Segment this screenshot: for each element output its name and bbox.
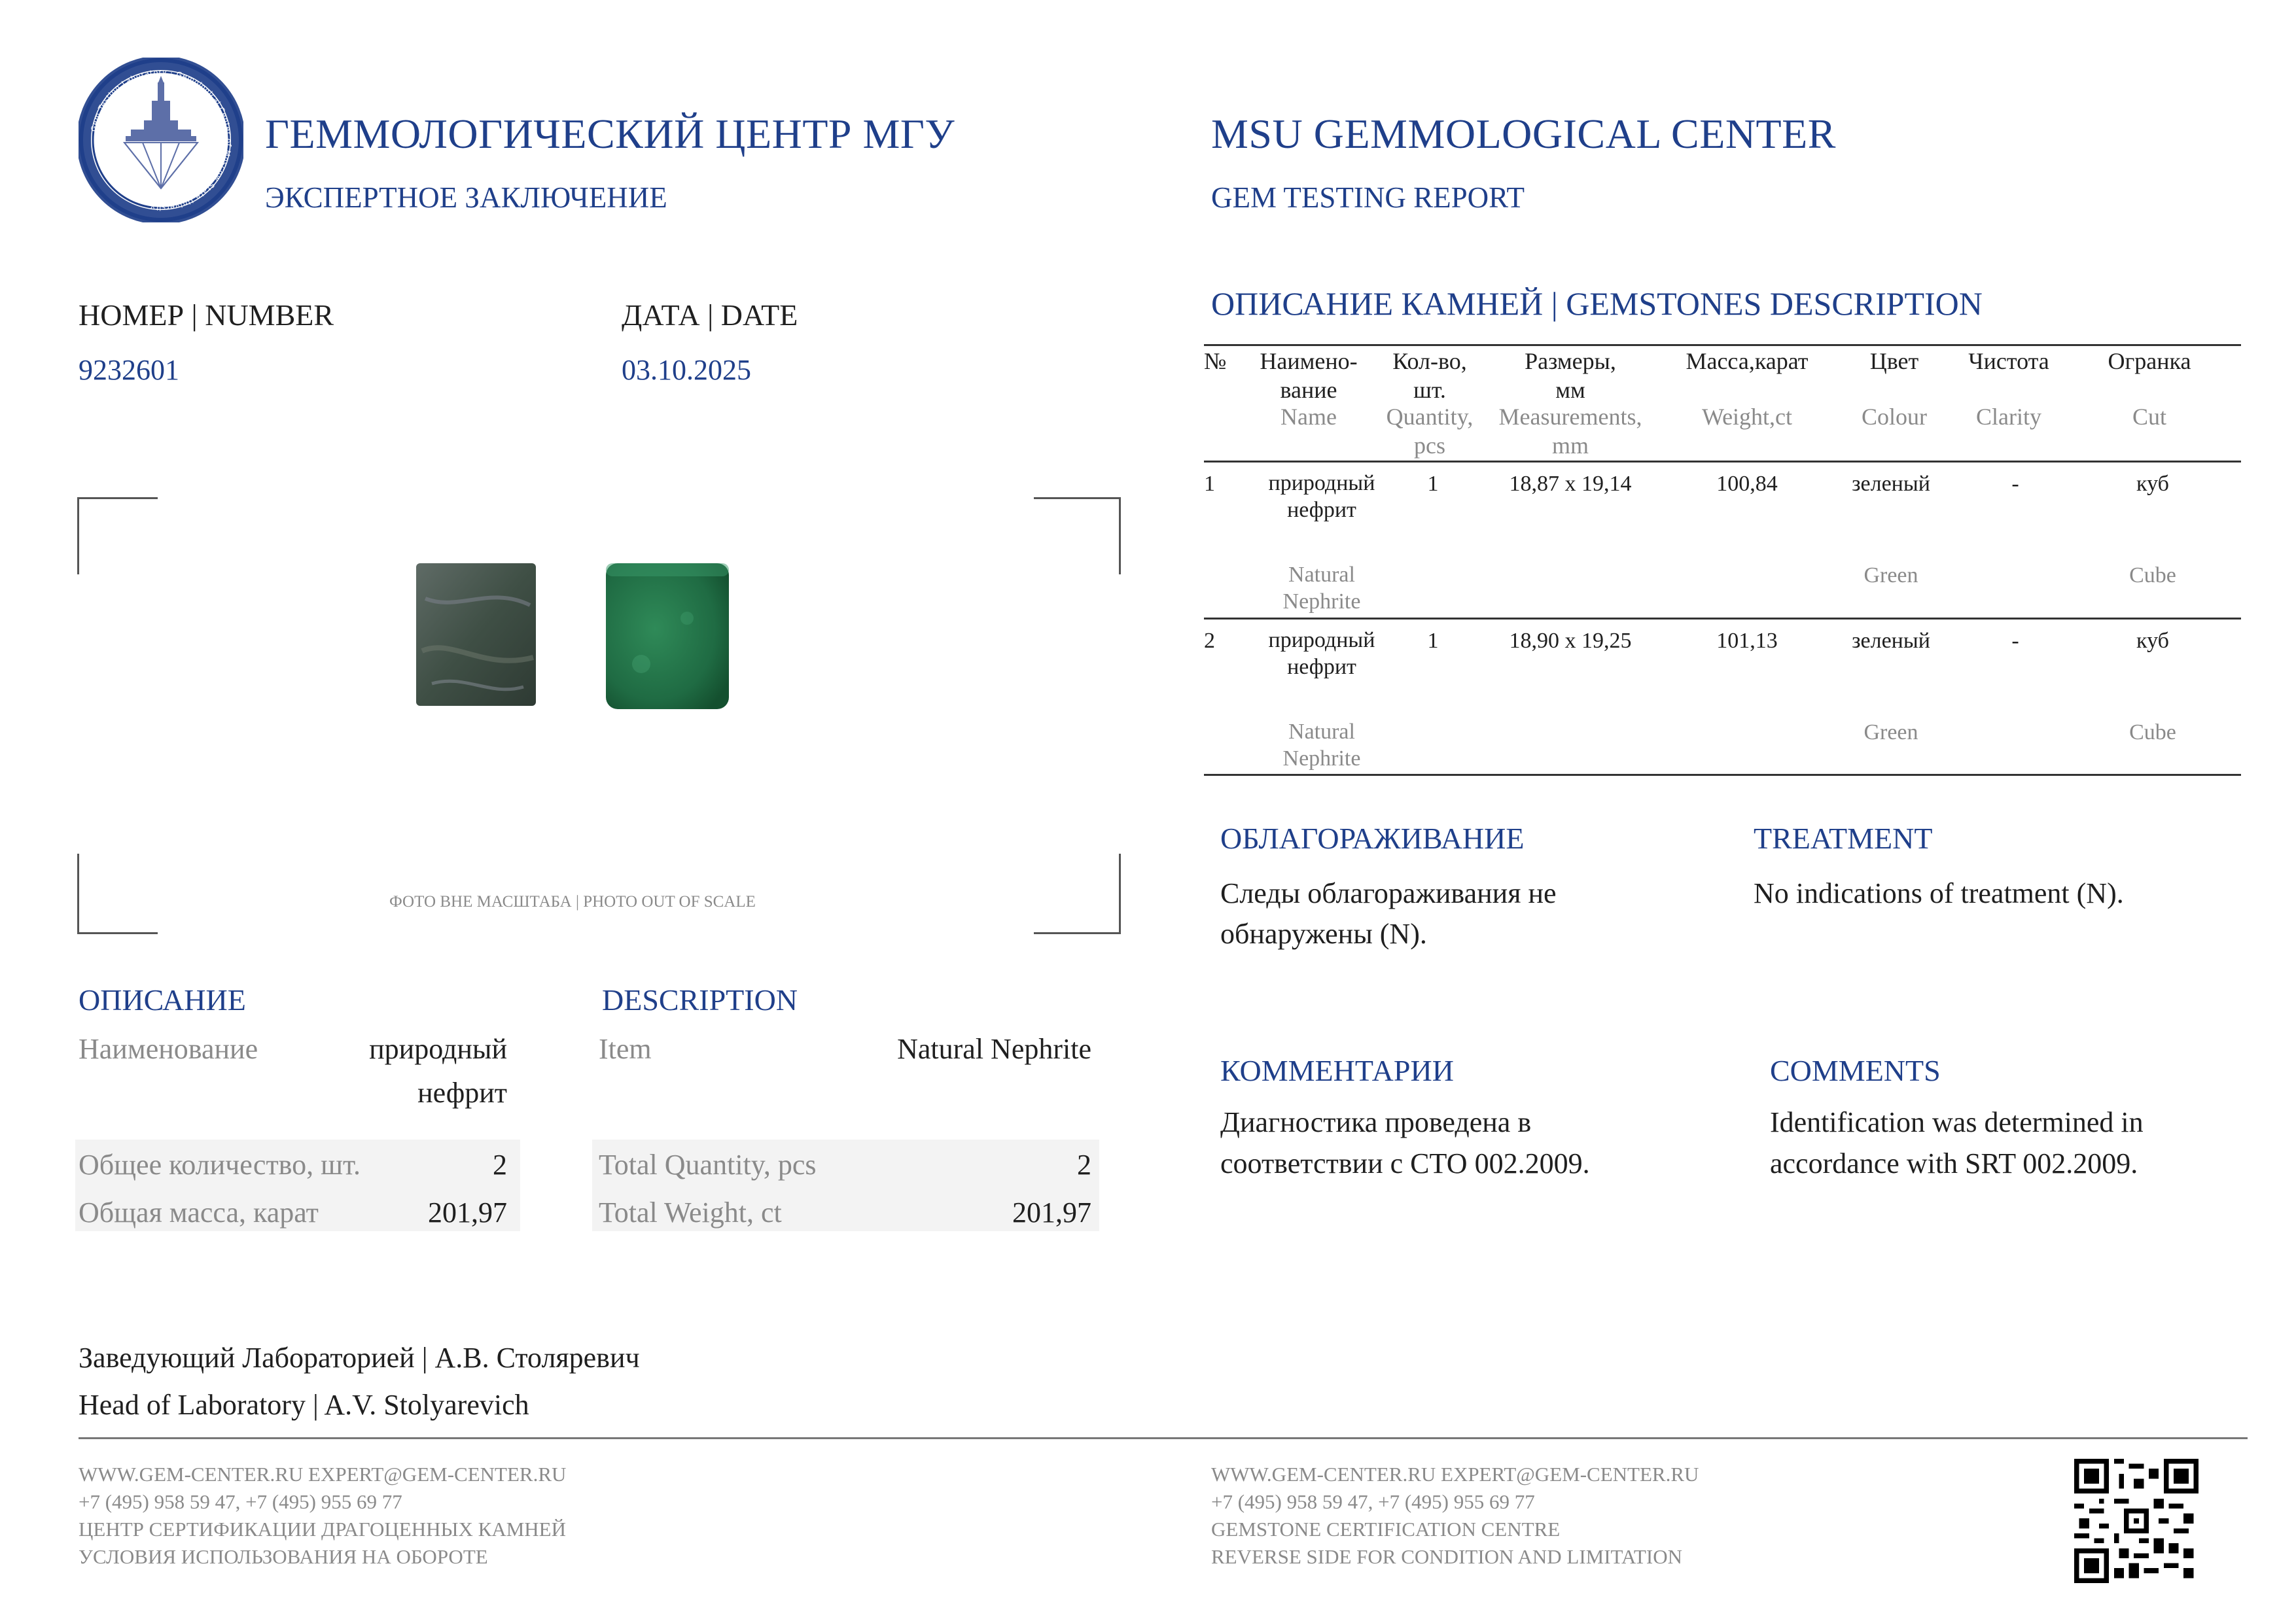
report-number: 9232601 — [79, 354, 179, 386]
col-header-size-ru: Размеры, мм — [1525, 348, 1616, 403]
item-value-en: Natural Nephrite — [897, 1033, 1091, 1065]
row-cut-en: Cube — [2129, 563, 2176, 587]
total-weight-label-en: Total Weight, ct — [599, 1196, 782, 1229]
footer-right-line: GEMSTONE CERTIFICATION CENTRE — [1211, 1518, 1561, 1541]
col-header-weight-ru: Масса,карат — [1686, 348, 1809, 374]
photo-frame-corner-tl — [77, 497, 158, 574]
col-header-qty-ru: Кол-во, шт. — [1392, 348, 1467, 403]
item-label-ru: Наименование — [79, 1033, 258, 1065]
description-heading-ru: ОПИСАНИЕ — [79, 983, 246, 1017]
col-header-name-en: Name — [1280, 404, 1337, 430]
treatment-text-ru-line2: обнаружены (N). — [1220, 918, 1427, 950]
header-subtitle-en: GEM TESTING REPORT — [1211, 181, 1525, 214]
svg-text:Gem Testing Laboratory · Gemol: Gem Testing Laboratory · Gemological Center of Moscow State University — [89, 67, 234, 213]
footer-right-line: REVERSE SIDE FOR CONDITION AND LIMITATION — [1211, 1545, 1682, 1568]
report-date: 03.10.2025 — [622, 354, 751, 386]
comments-text-en-line2: accordance with SRT 002.2009. — [1770, 1147, 2138, 1179]
item-label-en: Item — [599, 1033, 652, 1065]
signature-en: Head of Laboratory | A.V. Stolyarevich — [79, 1389, 529, 1421]
row-name-en: Natural Nephrite — [1282, 720, 1361, 771]
header-title-en: MSU GEMMOLOGICAL CENTER — [1211, 111, 1836, 157]
row-cut-ru: куб — [2136, 629, 2169, 653]
row-clarity: - — [2011, 472, 2019, 496]
row-clarity: - — [2011, 629, 2019, 653]
comments-text-ru-line1: Диагностика проведена в — [1220, 1106, 1532, 1138]
col-header-qty-en: Quantity, pcs — [1386, 404, 1474, 459]
footer-left-line: WWW.GEM-CENTER.RU EXPERT@GEM-CENTER.RU — [79, 1463, 567, 1486]
row-size: 18,87 x 19,14 — [1509, 472, 1632, 496]
header-title-ru: ГЕММОЛОГИЧЕСКИЙ ЦЕНТР МГУ — [265, 111, 955, 157]
row-cut-ru: куб — [2136, 472, 2169, 496]
row-cut-en: Cube — [2129, 720, 2176, 744]
signature-ru: Заведующий Лабораторией | А.В. Столяревич — [79, 1342, 640, 1374]
item-value-ru-line1: природный — [369, 1033, 507, 1065]
item-value-ru-line2: нефрит — [417, 1077, 507, 1109]
table-row-rule — [1204, 618, 2241, 620]
row-colour-en: Green — [1863, 720, 1918, 744]
footer-right-line: WWW.GEM-CENTER.RU EXPERT@GEM-CENTER.RU — [1211, 1463, 1699, 1486]
gemstones-heading: ОПИСАНИЕ КАМНЕЙ | GEMSTONES DESCRIPTION — [1211, 285, 1983, 322]
row-size: 18,90 x 19,25 — [1509, 629, 1632, 653]
comments-text-ru-line2: соответствии с СТО 002.2009. — [1220, 1147, 1590, 1179]
row-number: 1 — [1204, 472, 1215, 496]
qr-code-icon — [2074, 1459, 2199, 1583]
row-qty: 1 — [1427, 629, 1439, 653]
footer-right-line: +7 (495) 958 59 47, +7 (495) 955 69 77 — [1211, 1490, 1535, 1513]
row-colour-en: Green — [1863, 563, 1918, 587]
row-weight: 100,84 — [1716, 472, 1778, 496]
total-quantity-value-ru: 2 — [493, 1149, 507, 1181]
col-header-no: № — [1204, 348, 1227, 374]
col-header-colour-en: Colour — [1861, 404, 1927, 430]
header-subtitle-ru: ЭКСПЕРТНОЕ ЗАКЛЮЧЕНИЕ — [265, 181, 667, 214]
col-header-size-en: Measurements, mm — [1498, 404, 1642, 459]
row-name-en: Natural Nephrite — [1282, 563, 1361, 614]
description-heading-en: DESCRIPTION — [602, 983, 798, 1017]
footer-left — [79, 1461, 566, 1571]
col-header-cut-ru: Огранка — [2108, 348, 2191, 374]
row-number: 2 — [1204, 629, 1215, 653]
msu-seal-icon — [79, 58, 243, 222]
date-label: ДАТА | DATE — [622, 298, 798, 332]
total-weight-value-ru: 201,97 — [428, 1196, 507, 1229]
row-colour-ru: зеленый — [1852, 629, 1930, 653]
table-header-rule — [1204, 461, 2241, 462]
col-header-clarity-ru: Чистота — [1968, 348, 2049, 374]
col-header-name-ru: Наимено- вание — [1260, 348, 1358, 403]
footer-left-line: ЦЕНТР СЕРТИФИКАЦИИ ДРАГОЦЕННЫХ КАМНЕЙ — [79, 1518, 566, 1541]
col-header-cut-en: Cut — [2132, 404, 2166, 430]
photo-frame-corner-tr — [1034, 497, 1121, 574]
table-bottom-rule — [1204, 774, 2241, 776]
table-top-rule — [1204, 344, 2241, 346]
stone-photo-1 — [412, 559, 540, 710]
footer-right — [1211, 1461, 1699, 1571]
row-name-ru: природный нефрит — [1268, 471, 1375, 522]
treatment-heading-ru: ОБЛАГОРАЖИВАНИЕ — [1220, 822, 1525, 855]
photo-frame-corner-br — [1034, 854, 1121, 934]
number-label: НОМЕР | NUMBER — [79, 298, 334, 332]
row-colour-ru: зеленый — [1852, 472, 1930, 496]
row-weight: 101,13 — [1716, 629, 1778, 653]
total-quantity-label-en: Total Quantity, pcs — [599, 1149, 817, 1181]
treatment-text-en: No indications of treatment (N). — [1754, 877, 2124, 909]
total-quantity-value-en: 2 — [1077, 1149, 1091, 1181]
stone-photo-2 — [602, 559, 733, 713]
col-header-clarity-en: Clarity — [1976, 404, 2041, 430]
comments-heading-en: COMMENTS — [1770, 1054, 1941, 1087]
col-header-weight-en: Weight,ct — [1701, 404, 1793, 430]
total-quantity-label-ru: Общее количество, шт. — [79, 1149, 361, 1181]
photo-caption: ФОТО ВНЕ МАСШТАБА | PHOTO OUT OF SCALE — [389, 893, 756, 911]
row-name-ru: природный нефрит — [1268, 628, 1375, 679]
total-weight-value-en: 201,97 — [1012, 1196, 1091, 1229]
footer-divider — [79, 1437, 2248, 1439]
comments-heading-ru: КОММЕНТАРИИ — [1220, 1054, 1454, 1087]
footer-left-line: УСЛОВИЯ ИСПОЛЬЗОВАНИЯ НА ОБОРОТЕ — [79, 1545, 488, 1568]
footer-left-line: +7 (495) 958 59 47, +7 (495) 955 69 77 — [79, 1490, 402, 1513]
photo-frame-corner-bl — [77, 854, 158, 934]
treatment-heading-en: TREATMENT — [1754, 822, 1933, 855]
col-header-colour-ru: Цвет — [1869, 348, 1919, 374]
comments-text-en-line1: Identification was determined in — [1770, 1106, 2144, 1138]
treatment-text-ru-line1: Следы облагораживания не — [1220, 877, 1557, 909]
total-weight-label-ru: Общая масса, карат — [79, 1196, 319, 1229]
row-qty: 1 — [1427, 472, 1439, 496]
